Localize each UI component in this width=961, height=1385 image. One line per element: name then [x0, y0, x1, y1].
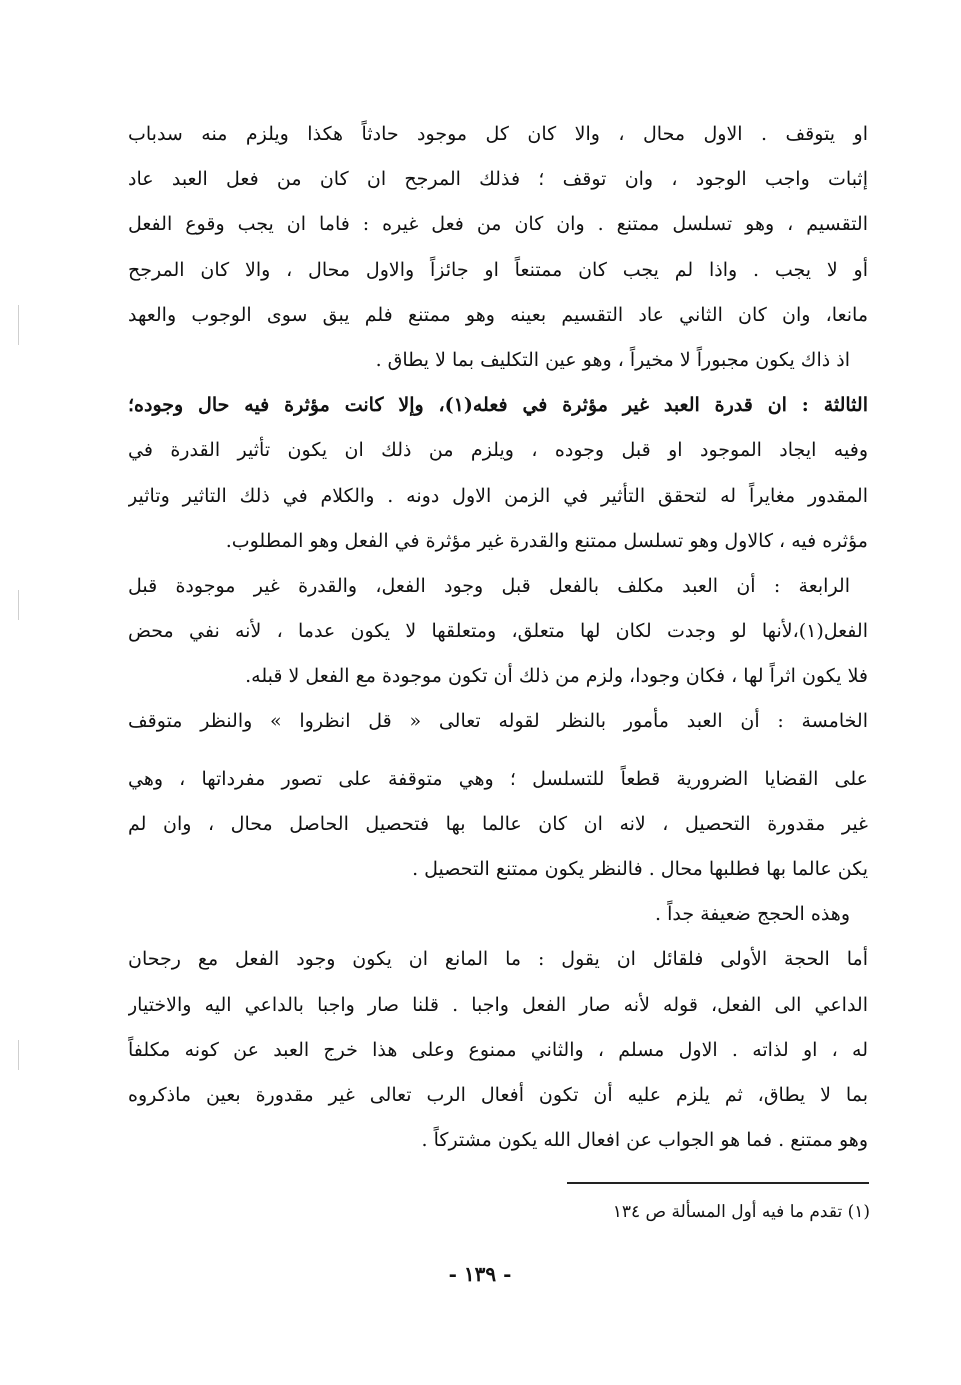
- text-line: او يتوقف . الاول محال ، والا كان كل موجود حادثاً هكذا ويلزم منه سدباب: [128, 123, 868, 145]
- page-number: - ١٣٩ -: [448, 1262, 512, 1286]
- text-line: إثبات واجب الوجود ، وان توقف ؛ فذلك المرجح ان كان من فعل العبد عاد: [128, 168, 868, 191]
- margin-mark: [18, 305, 19, 345]
- text-line: الثالثة : ان قدرة العبد غير مؤثرة في فعله(١)، وإلا كانت مؤثرة فيه حال وجوده؛: [128, 394, 868, 417]
- text-line: غير مقدورة التحصيل ، لانه ان كان عالما بها فتحصيل الحاصل محال ، وان لم: [128, 812, 868, 835]
- text-line: المقدور مغايراً له لتحقق التأثير في الزمن الاول دونه . والكلام في ذلك التاثير وتاثير: [128, 484, 868, 507]
- text-line: فلا يكون اثراً لها ، فكان وجودا، ولزم من ذلك أن تكون موجودة مع الفعل لا قبله.: [245, 665, 868, 688]
- text-line: وهو ممتنع . فما هو الجواب عن افعال الله يكون مشتركاً .: [421, 1129, 868, 1152]
- text-line: مؤثره فيه ، كالاول وهو تسلسل ممتنع والقدرة غير مؤثرة في الفعل وهو المطلوب.: [225, 529, 868, 552]
- text-line: يكن عالما بها فطلبها محال . فالنظر يكون ممتنع التحصيل .: [412, 858, 868, 880]
- footnote-separator: [567, 1182, 869, 1184]
- text-line: وفيه ايجاد الموجود او قبل وجوده ، ويلزم من ذلك ان يكون تأثير القدرة في: [128, 439, 868, 462]
- text-line: مانعا، وان كان الثاني عاد التقسيم بعينه وهو ممتنع فلم يبق سوى الوجوب والعهد: [128, 303, 868, 326]
- text-line: على القضايا الضرورية قطعاً للتسلسل ؛ وهي متوقفة على تصور مفرداتها ، وهي: [128, 767, 868, 790]
- text-line: الداعي الى الفعل، قوله لأنه صار الفعل واجبا . قلنا صار واجبا بالداعي اليه والاختيار: [128, 993, 868, 1016]
- text-line: بما لا يطاق، ثم يلزم عليه أن تكون أفعال الرب تعالى غير مقدورة بعين ماذكروه: [128, 1083, 868, 1106]
- text-line: الفعل(١)،لأنها لو وجدت لكان لها متعلق، ومتعلقها لا يكون عدما ، لأنه نفي محض: [128, 620, 868, 643]
- text-line: الرابعة : أن العبد مكلف بالفعل قبل وجود الفعل، والقدرة غير موجودة قبل: [128, 574, 850, 597]
- text-line: أو لا يجب . واذا لم يجب كان ممتنعاً او جائزاً والاول محال ، والا كان المرجح: [128, 258, 868, 281]
- text-line: وهذه الحجج ضعيفة جداً .: [654, 903, 850, 926]
- margin-mark: [18, 590, 19, 620]
- text-line: اذ ذاك يكون مجبوراً لا مخيراً ، وهو عين التكليف بما لا يطاق .: [375, 348, 850, 371]
- footnote: (١) تقدم ما فيه أول المسألة ص ١٣٤: [612, 1202, 870, 1222]
- text-line: الخامسة : أن العبد مأمور بالنظر لقوله تعالى « قل انظروا » والنظر متوقف: [128, 710, 868, 733]
- text-line: له ، او لذاته . الاول مسلم ، والثاني ممنوع وعلى هذا خرج العبد عن كونه مكلفاً: [128, 1038, 868, 1061]
- body-text: [128, 112, 868, 1163]
- margin-mark: [18, 1040, 19, 1070]
- paragraph-gap: [128, 745, 868, 757]
- text-line: التقسيم ، وهو تسلسل ممتنع . وان كان من فعل غيره : فاما ان يجب وقوع الفعل: [128, 213, 868, 236]
- text-line: أما الحجة الأولى فلقائل ان يقول : ما المانع ان يكون وجود الفعل مع رجحان: [128, 948, 868, 971]
